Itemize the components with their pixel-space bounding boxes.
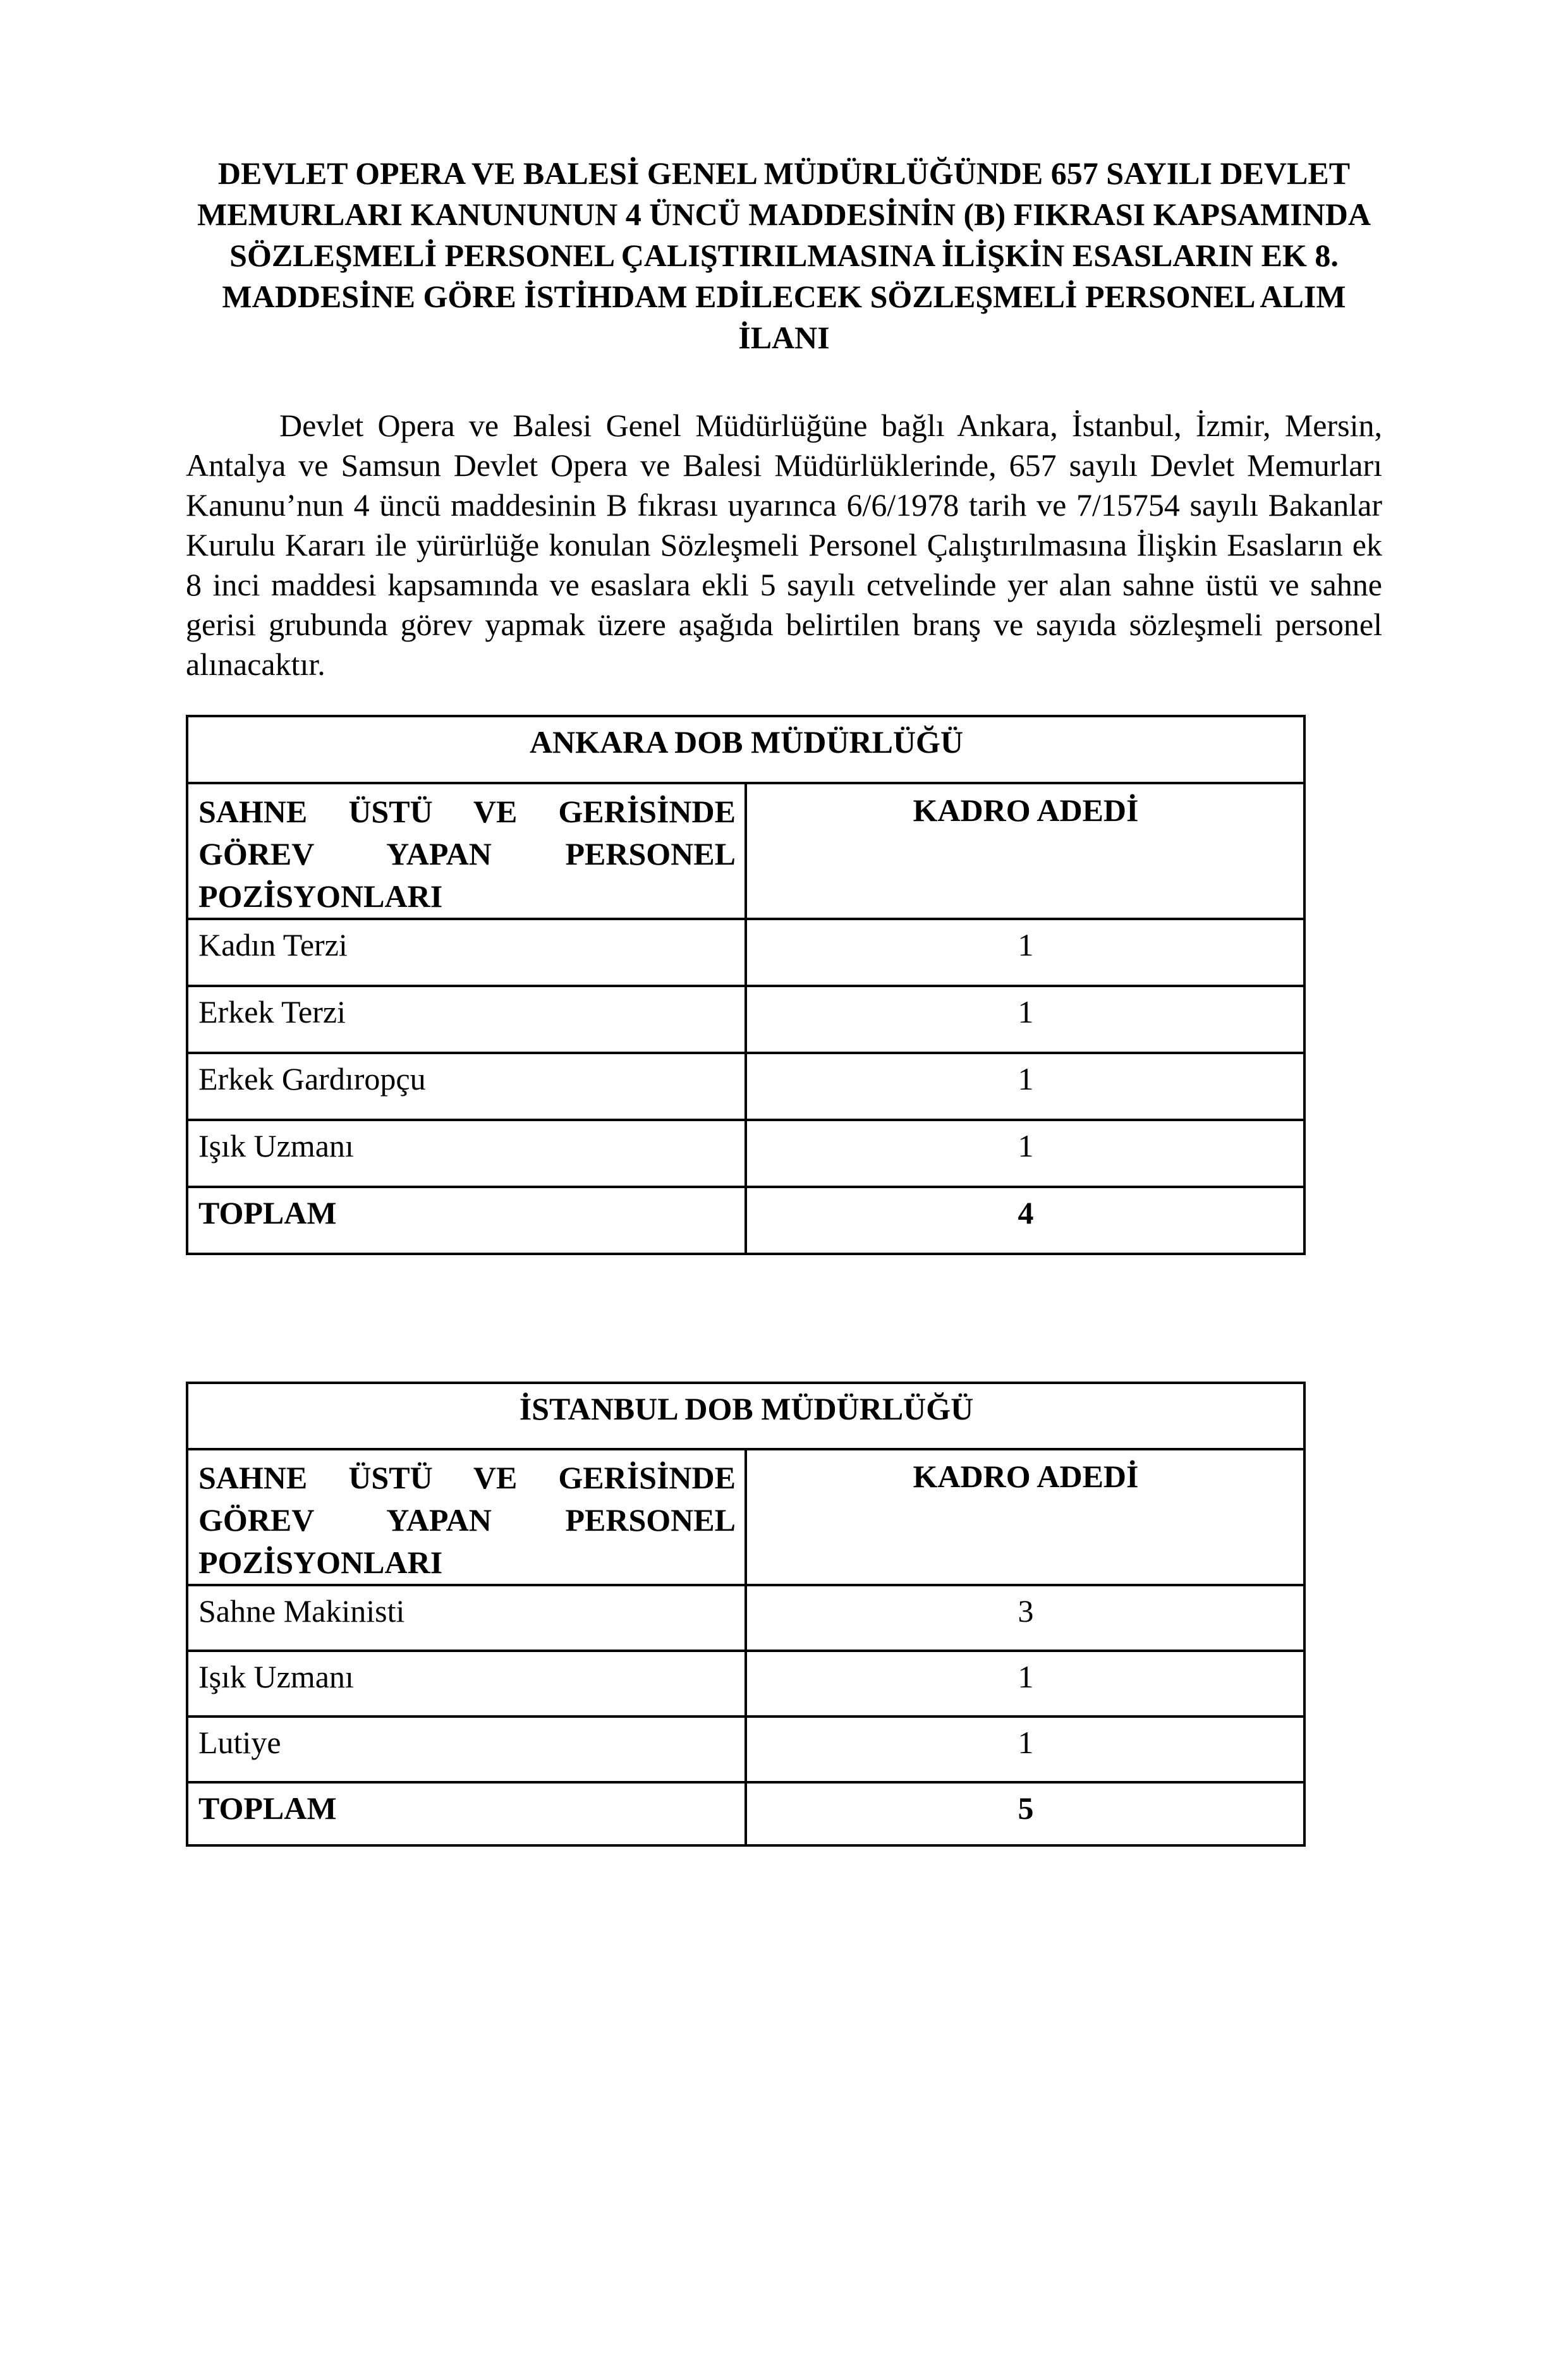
total-label-cell: TOPLAM — [187, 1187, 746, 1254]
table-row — [187, 919, 1304, 986]
document-page — [0, 153, 1568, 2370]
document-title — [186, 153, 1382, 358]
ankara-dob-table — [186, 715, 1306, 1255]
position-cell: Işık Uzmanı — [187, 1651, 746, 1717]
count-cell: 3 — [746, 1585, 1304, 1651]
table-row — [187, 1717, 1304, 1782]
total-value-cell: 4 — [746, 1187, 1304, 1254]
table-row — [187, 1651, 1304, 1717]
total-value-cell: 5 — [746, 1782, 1304, 1845]
table-header-row — [187, 783, 1304, 919]
intro-paragraph: Devlet Opera ve Balesi Genel Müdürlüğüne bağlı Ankara, İstanbul, İzmir, Mersin, Antalya ve Samsun Devlet Opera ve Balesi Müdürlüklerinde, 657 sayılı Devlet Memurları Kanunu’nun 4 üncü maddesinin B fıkrası uyarınca 6/6/1978 tarih ve 7/15754 sayılı Bakanlar Kurulu Kararı ile yürürlüğe konulan Sözleşmeli Personel Çalıştırılmasına İlişkin Esasların ek 8 inci maddesi kapsamında ve esaslara ekli 5 sayılı cetvelinde yer alan sahne üstü ve sahne gerisi grubunda görev yapmak üzere aşağıda belirtilen branş ve sayıda sözleşmeli personel alınacaktır. — [186, 408, 1382, 682]
position-cell: Kadın Terzi — [187, 919, 746, 986]
title-line-4: MADDESİNE GÖRE İSTİHDAM EDİLECEK SÖZLEŞMELİ PERSONEL ALIM — [222, 279, 1346, 314]
table-row — [187, 1053, 1304, 1120]
table-title: ANKARA DOB MÜDÜRLÜĞÜ — [187, 716, 1304, 783]
position-cell: Lutiye — [187, 1717, 746, 1782]
column-header-positions: SAHNE ÜSTÜ VE GERİSİNDE GÖREV YAPAN PERSONEL POZİSYONLARI — [187, 783, 746, 919]
table-total-row — [187, 1782, 1304, 1845]
title-line-3: SÖZLEŞMELİ PERSONEL ÇALIŞTIRILMASINA İLİŞKİN ESASLARIN EK 8. — [229, 238, 1339, 273]
count-cell: 1 — [746, 986, 1304, 1053]
column-header-kadro-adedi: KADRO ADEDİ — [746, 783, 1304, 919]
position-cell: Sahne Makinisti — [187, 1585, 746, 1651]
istanbul-dob-table — [186, 1382, 1306, 1847]
table-row — [187, 1120, 1304, 1187]
column-header-kadro-adedi: KADRO ADEDİ — [746, 1449, 1304, 1585]
column-header-positions: SAHNE ÜSTÜ VE GERİSİNDE GÖREV YAPAN PERSONEL POZİSYONLARI — [187, 1449, 746, 1585]
table-total-row — [187, 1187, 1304, 1254]
table-title-row — [187, 1383, 1304, 1449]
table-header-row — [187, 1449, 1304, 1585]
count-cell: 1 — [746, 919, 1304, 986]
table-row — [187, 986, 1304, 1053]
count-cell: 1 — [746, 1120, 1304, 1187]
count-cell: 1 — [746, 1717, 1304, 1782]
title-line-5: İLANI — [738, 320, 830, 355]
position-cell: Işık Uzmanı — [187, 1120, 746, 1187]
count-cell: 1 — [746, 1053, 1304, 1120]
document-body — [0, 153, 1568, 2370]
count-cell: 1 — [746, 1651, 1304, 1717]
table-title: İSTANBUL DOB MÜDÜRLÜĞÜ — [187, 1383, 1304, 1449]
title-line-2: MEMURLARI KANUNUNUN 4 ÜNCÜ MADDESİNİN (B) FIKRASI KAPSAMINDA — [197, 197, 1371, 232]
title-line-1: DEVLET OPERA VE BALESİ GENEL MÜDÜRLÜĞÜNDE 657 SAYILI DEVLET — [217, 155, 1351, 191]
position-cell: Erkek Terzi — [187, 986, 746, 1053]
total-label-cell: TOPLAM — [187, 1782, 746, 1845]
position-cell: Erkek Gardıropçu — [187, 1053, 746, 1120]
table-row — [187, 1585, 1304, 1651]
table-title-row — [187, 716, 1304, 783]
